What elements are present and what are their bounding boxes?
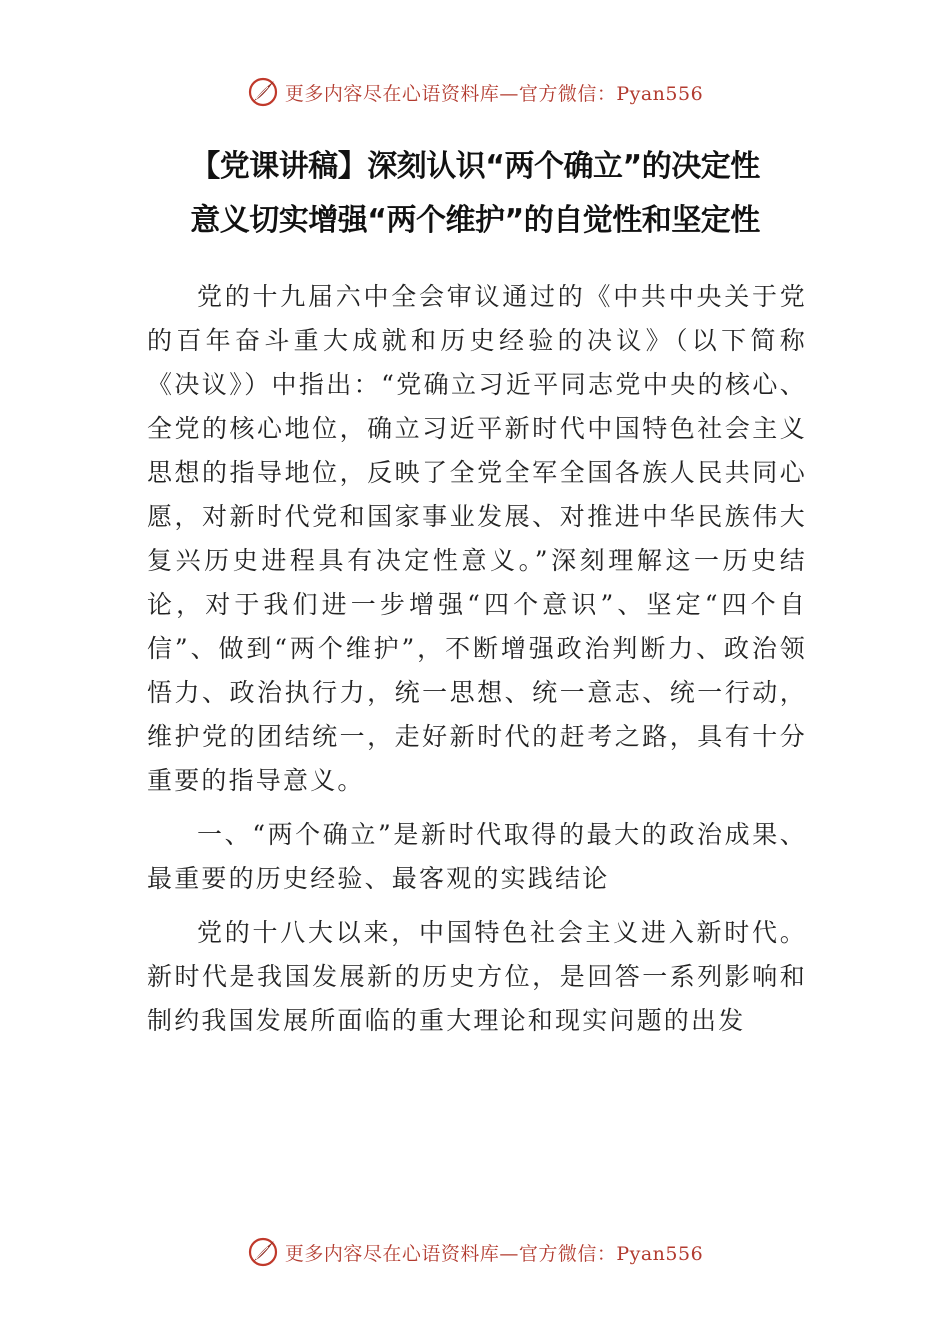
feather-logo-icon bbox=[247, 76, 279, 108]
document-body bbox=[147, 275, 807, 1053]
feather-logo-icon bbox=[247, 1236, 279, 1268]
footer-banner bbox=[0, 1232, 950, 1272]
paragraph-intro: 党的十九届六中全会审议通过的《中共中央关于党的百年奋斗重大成就和历史经验的决议》（以下简称《决议》）中指出：“党确立习近平同志党中央的核心、全党的核心地位，确立习近平新时代中国特色社会主义思想的指导地位，反映了全党全军全国各族人民共同心愿，对新时代党和国家事业发展、对推进中华民族伟大复兴历史进程具有决定性意义。”深刻理解这一历史结论，对于我们进一步增强“四个意识”、坚定“四个自信”、做到“两个维护”，不断增强政治判断力、政治领悟力、政治执行力，统一思想、统一意志、统一行动，维护党的团结统一，走好新时代的赶考之路，具有十分重要的指导意义。 bbox=[147, 282, 807, 795]
paragraph-section-1: 党的十八大以来，中国特色社会主义进入新时代。新时代是我国发展新的历史方位，是回答一系列影响和制约我国发展所面临的重大理论和现实问题的出发 bbox=[147, 918, 807, 1035]
title-line-1: 【党课讲稿】深刻认识“两个确立”的决定性 bbox=[190, 149, 760, 184]
section-heading-1: 一、“两个确立”是新时代取得的最大的政治成果、最重要的历史经验、最客观的实践结论 bbox=[147, 820, 807, 893]
banner-text: 更多内容尽在心语资料库—官方微信：Pyan556 bbox=[284, 82, 704, 105]
footer-banner-text: 更多内容尽在心语资料库—官方微信：Pyan556 bbox=[284, 1242, 704, 1265]
header-banner bbox=[0, 72, 950, 112]
title-line-2: 意义切实增强“两个维护”的自觉性和坚定性 bbox=[190, 203, 760, 238]
document-title bbox=[140, 140, 810, 248]
